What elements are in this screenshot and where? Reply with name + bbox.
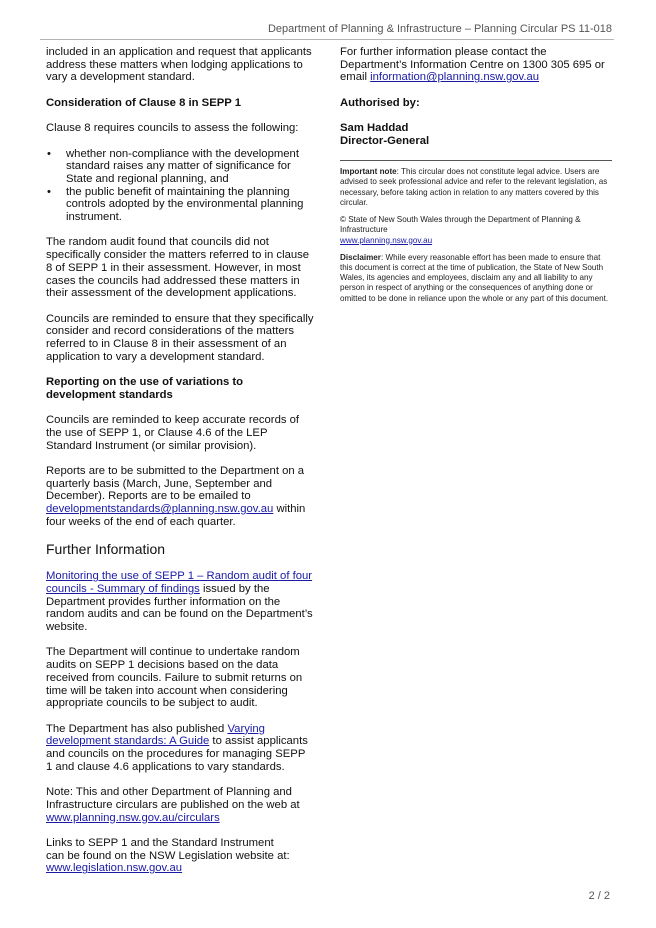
remind-paragraph: Councils are reminded to ensure that they specifically consider and record considerations of the matters referred to in Clause 8 in their assessment of an application to vary a development standard. [46, 312, 314, 363]
reports-paragraph [46, 465, 314, 529]
audit-summary-link[interactable]: Monitoring the use of SEPP 1 – Random audit of four councils - Summary of findings [46, 570, 313, 595]
reports-text-a: Reports are to be submitted to the Department on a quarterly basis (March, June, September and December). Reports are to be emailed to [46, 465, 305, 503]
note-paragraph [46, 786, 314, 824]
signatory-role: Director-General [340, 134, 430, 147]
authorised-by-label: Authorised by: [340, 96, 420, 109]
copyright-note [340, 215, 612, 246]
guide-text-a: The Department has also published [46, 722, 228, 735]
important-note-text: : This circular does not constitute legal advice. Users are advised to seek professional advice and refer to the relevant legislation, as necessary, before taking action in relation to any matters covered by this circular. [340, 167, 608, 207]
records-paragraph: Councils are reminded to keep accurate records of the use of SEPP 1, or Clause 4.6 of the LEP Standard Instrument (or similar provision). [46, 414, 300, 452]
disclaimer-label: Disclaimer [340, 252, 381, 262]
links-line-2: can be found on the NSW Legislation website at: [46, 849, 290, 862]
further-information-heading: Further Information [46, 541, 166, 558]
guide-link[interactable]: Varying development standards: A Guide [46, 722, 265, 748]
clause8-paragraph: Clause 8 requires councils to assess the following: [46, 122, 299, 135]
continue-paragraph: The Department will continue to undertake random audits on SEPP 1 decisions based on the data received from councils. Failure to submit returns on time will be taken into account when considering appropriate councils to be subject to audit. [46, 646, 303, 710]
disclaimer-text: : While every reasonable effort has been made to ensure that this document is correct at the time of publication, the State of New South Wales, its agencies and employees, disclaim any and all liability to any person in respect of anything or the consequences of anything done or omitted to be done in reliance upon the whole or any part of this document. [340, 252, 609, 303]
important-note [340, 167, 612, 208]
header-divider [40, 39, 614, 40]
guide-text-b: to assist applicants and councils on the procedures for managing SEPP 1 and clause 4.6 applications to vary standards. [46, 735, 308, 773]
bullet-item: • the public benefit of maintaining the planning controls adopted by the environmental planning instrument. [46, 186, 314, 224]
reports-text-b: within four weeks of the end of each quarter. [46, 503, 306, 528]
notes-divider [340, 160, 612, 161]
circulars-link[interactable]: www.planning.nsw.gov.au/circulars [46, 811, 220, 824]
note-text: Note: This and other Department of Planning and Infrastructure circulars are published on the web at [46, 786, 300, 811]
clause8-heading: Consideration of Clause 8 in SEPP 1 [46, 96, 242, 109]
guide-paragraph [46, 723, 314, 774]
intro-paragraph: included in an application and request that applicants address these matters when lodging applications to vary a development standard. [46, 46, 312, 84]
disclaimer-note [340, 253, 612, 304]
contact-text: For further information please contact the Department’s Information Centre on 1300 305 695 or email [340, 46, 605, 84]
contact-paragraph [340, 46, 612, 84]
further-info-paragraph [46, 570, 314, 634]
legislation-link[interactable]: www.legislation.nsw.gov.au [46, 862, 183, 875]
contact-email-link[interactable]: information@planning.nsw.gov.au [370, 71, 540, 84]
signatory-name: Sam Haddad [340, 122, 409, 135]
clause8-bullet-list [46, 148, 314, 224]
left-column [46, 46, 314, 888]
links-line-1: Links to SEPP 1 and the Standard Instrument [46, 836, 274, 849]
bullet-item: • whether non-compliance with the development standard raises any matter of significance for State and regional planning, and [46, 148, 314, 186]
right-column [340, 46, 612, 311]
copyright-link[interactable]: www.planning.nsw.gov.au [340, 235, 433, 245]
audit-paragraph: The random audit found that councils did not specifically consider the matters referred to in clause 8 of SEPP 1 in their assessment. However, in most cases the councils had addressed these matters in their assessment of the development applications. [46, 236, 310, 300]
important-note-label: Important note [340, 167, 397, 177]
legislation-paragraph [46, 837, 314, 875]
reports-email-link[interactable]: developmentstandards@planning.nsw.gov.au [46, 503, 274, 516]
copyright-text: © State of New South Wales through the Department of Planning & Infrastructure [340, 215, 581, 235]
further-info-text: issued by the Department provides further information on the random audits and can be found on the Department’s website. [46, 582, 313, 634]
page-number: 2 / 2 [588, 890, 610, 902]
page-header: Department of Planning & Infrastructure – Planning Circular PS 11-018 [267, 23, 612, 35]
reporting-heading: Reporting on the use of variations to development standards [46, 376, 244, 401]
